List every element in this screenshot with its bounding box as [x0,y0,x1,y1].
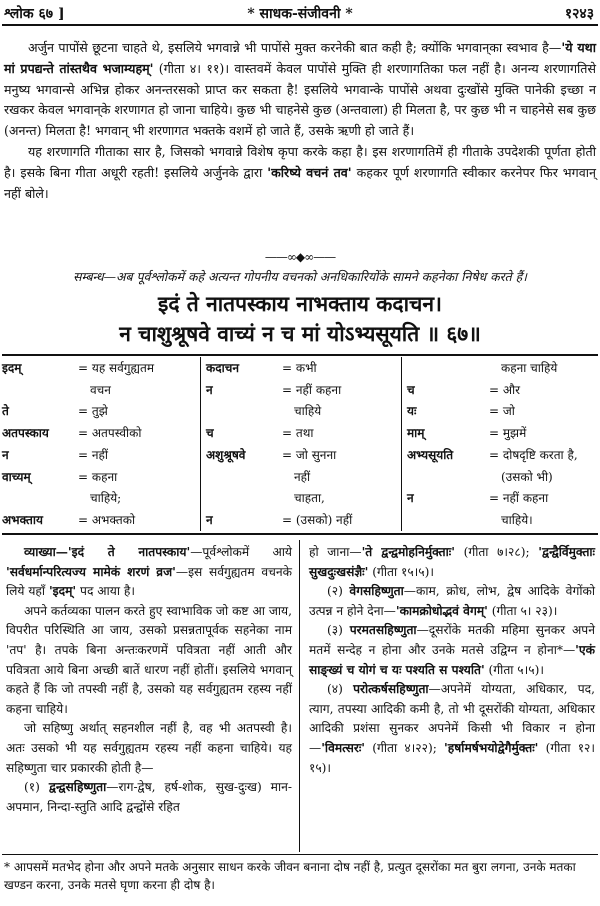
bold-quote: वेगसहिष्णुता [349,584,404,599]
word-meaning: = कहना [78,469,118,484]
sanskrit-word: अभ्यसूयति [407,447,454,462]
sanskrit-word: ते [2,404,9,419]
word-meaning: = जो [489,404,515,419]
text-run: (गीता ५। २३)। [487,603,558,618]
sanskrit-word: वाच्यम् [2,469,31,484]
text-run: अपने कर्तव्यका पालन करते हुए स्वाभाविक जो कष्ट आ जाय, विपरीत परिस्थिति आ जाय, उसको प्रसन्नतापूर्वक सहनेका नाम 'तप' है। तपके बिना अन्तःकरणमें पवित्रता नहीं आती और पवित्रता आये बिना अच्छी बातें धारण नहीं होतीं। इसलिये भगवान् कहते हैं कि जो तपस्वी नहीं है, उसको यह सर्वगुह्यतम रहस्य नहीं कहना चाहिये। [6,603,292,716]
sanskrit-word: माम् [407,426,425,441]
word-meaning: = तथा [282,426,314,441]
text-run: (गीता ४। ११)। वास्तवमें केवल पापोंसे मुक्ति ही शरणागतिका फल नहीं है। अनन्य शरणागतिसे मनुष्य भगवान्से अभिन्न होकर अनन्तरसको प्राप्त कर सकता है! इसलिये भगवान्के पापोंसे अथवा दुःखोंसे मुक्ति पानेकी इच्छा न रखकर केवल भगवान्‌के शरणागत हो जाना चाहिये। कुछ भी चाहनेसे कुछ (अन्तवाला) ही मिलता है, पर कुछ भी न चाहनेसे सब कुछ (अनन्त) मिलता है! भगवान् भी शरणागत भक्तके वशमें हो जाते हैं, उसके ऋणी हो जाते हैं। [4,60,597,139]
text-run: जो सहिष्णु अर्थात् सहनशील नहीं है, वह भी अतपस्वी है। अतः उसको भी यह सर्वगुह्यतम रहस्य नहीं कहना चाहिये। यह सहिष्णुता चार प्रकारकी होती है— [6,721,292,775]
bold-quote: 'ते द्वन्द्वमोहनिर्मुक्ताः' [361,545,455,559]
text-run: अर्जुन पापोंसे छूटना चाहते थे, इसलिये भगवान्ने भी पापोंसे मुक्त करनेकी बात कही है; क्योंकि भगवान्‌का स्वभाव है— [28,40,562,55]
sanskrit-word: यः [407,404,417,419]
intro-paragraph [4,38,596,142]
word-meaning: = तुझे [78,404,108,419]
word-meaning-table [0,357,600,531]
running-header [0,2,600,24]
word-meaning: = नहीं [78,447,109,462]
text-run: (गीता ५।५)। [484,662,544,677]
table-top-rule [2,354,598,356]
word-meaning: (उसको भी) [501,469,553,484]
sanskrit-word: कदाचन [206,361,239,375]
bold-quote: परमतसहिष्णुता [349,623,417,638]
text-run: —राग-द्वेष, हर्ष-शोक, सुख-दुःख) मान-अपमान, निन्दा-स्तुति आदि द्वन्द्वोंसे रहित [6,780,292,814]
commentary-paragraph [6,719,292,778]
text-run: —दूसरोंके मतकी महिमा सुनकर अपने मतमें सन्देह न होना और उनके मतसे उद्विग्न न होना*— [309,623,595,657]
bold-quote: 'एकं साङ्ख्यं च योगं च यः पश्यति स पश्यति' [309,642,595,677]
text-run: यह शरणागति गीताका सार है, जिसको भगवान्ने विशेष कृपा करके कहा है। इस शरणागतिमें ही गीताके उपदेशकी पूर्णता होती है। इसके बिना गीता अधूरी रहती! इसलिये अर्जुनके द्वारा [4,143,596,180]
word-meaning: नहीं [294,469,311,484]
commentary-paragraph [309,582,595,621]
text-run: पद आया है। [76,584,135,599]
text-run: (२) [327,584,350,599]
shloka-number: श्लोक ६७ ] [4,6,65,22]
word-meaning: वचन [90,382,111,397]
word-meaning: = नहीं कहना [282,382,342,397]
book-title: * साधक-संजीवनी * [247,6,353,22]
text-run: कहकर पूर्ण शरणागति स्वीकार करनेपर फिर भगवान् नहीं बोले। [4,164,596,201]
word-meaning: चाहिये; [90,491,122,506]
text-run: —अपनेमें योग्यता, अधिकार, पद, त्याग, तपस्या आदिकी कमी है, तो भी दूसरोंकी योग्यता, अधिकार आदिकी प्रशंसा सुनकर अपनेमें किसी भी विकार न होना— [309,682,595,755]
sambandh-note: सम्बन्ध—अब पूर्वश्लोकमें कहे अत्यन्त गोपनीय वचनको अनधिकारियोंके सामने कहनेका निषेध करते हैं। [73,269,527,284]
text-run: (गीता ४।२२); [365,740,445,755]
word-meaning: = अतपस्वीको [78,426,142,441]
commentary-paragraph [6,543,292,602]
text-run: (गीता १२। १५)। [309,740,595,775]
sanskrit-word: न [2,447,9,462]
sanskrit-word: अशुश्रूषवे [206,447,246,462]
bold-quote: 'करिष्ये वचनं तव' [267,164,352,180]
bold-quote: 'द्वन्द्वैर्विमुक्ताः सुखदुःखसंज्ञैः' [309,545,596,579]
text-run: —पूर्वश्लोकमें आये [190,545,292,559]
word-meaning: = (उसको) नहीं [282,512,353,527]
text-run: हो जाना— [309,545,362,559]
sanskrit-word: न [407,491,414,506]
text-run: (४) [327,682,354,697]
sanskrit-word: च [407,382,415,397]
page-number: १२४३ [564,6,594,22]
word-meaning: = नहीं कहना [489,491,549,506]
text-run: (३) [327,623,350,638]
word-meaning: चाहता, [294,491,325,506]
bold-quote: 'कामक्रोधोद्भवं वेगम्' [395,603,488,618]
intro-paragraph [4,142,596,204]
sanskrit-word: इदम् [2,361,22,375]
text-run: (१) [24,780,49,795]
sanskrit-word: न [206,382,213,397]
commentary-paragraph [309,680,595,778]
commentary-paragraph [309,543,595,582]
bold-quote: 'विमत्सरः' [321,740,366,755]
word-meaning: = कभी [282,361,317,375]
word-meaning: = दोषदृष्टि करता है, [489,447,578,462]
bold-quote: 'सर्वधर्मान्परित्यज्य मामेकं शरणं व्रज' [6,564,176,579]
header-rule [2,24,598,26]
column-divider [299,540,300,852]
sanskrit-word: च [206,426,214,441]
commentary-left-column [6,543,292,817]
text-run: —काम, क्रोध, लोभ, द्वेष आदिके वेगोंको उत्पन्न न होने देना— [309,584,595,618]
commentary-paragraph [6,602,292,720]
text-run: —इस सर्वगुह्यतम वचनके लिये यहाँ [6,564,292,599]
sanskrit-word: अतपस्काय [2,426,49,441]
verse-line-1: इदं ते नातपस्काय नाभक्ताय कदाचन। [158,291,442,316]
commentary-paragraph [309,621,595,680]
word-meaning: = यह सर्वगुह्यतम [78,361,155,375]
word-meaning: = जो सुनना [282,447,337,462]
bold-quote: द्वन्द्वसहिष्णुता [48,780,107,795]
word-meaning: = मुझमें [489,426,527,441]
table-bottom-rule [2,533,598,535]
intro-text [4,38,596,204]
word-meaning: चाहिये [294,404,322,419]
word-meaning: = और [489,382,521,397]
word-meaning: कहना चाहिये [501,361,558,375]
verse-line-2: न चाशुश्रूषवे वाच्यं न च मां योऽभ्यसूयति ॥ ६७॥ [119,321,481,346]
word-meaning: = अभक्तको [78,512,136,527]
footnote: * आपसमें मतभेद होना और अपने मतके अनुसार साधन करके जीवन बनाना दोष नहीं है, प्रत्युत दूसरोंका मत बुरा लगना, उनके मतका खण्डन करना, उनके मतसे घृणा करना ही दोष है। [4,860,576,892]
word-meaning: चाहिये। [501,512,533,527]
sanskrit-word: न [206,512,213,527]
text-run: (गीता १५।५)। [368,564,434,579]
bold-quote: परोत्कर्षसहिष्णुता [353,682,429,697]
sanskrit-word: अभक्ताय [2,512,43,527]
bold-quote: 'हर्षामर्षभयोद्वेगैर्मुक्तः' [444,740,539,755]
footnote-rule [2,854,598,855]
bold-quote: 'इदम्' [48,584,77,599]
text-run: (गीता ७।२८); [454,545,539,559]
commentary-paragraph [6,778,292,817]
section-ornament: ——∞◆∞—— [264,250,336,264]
commentary-right-column [309,543,595,778]
bold-quote: 'ये यथा मां प्रपद्यन्ते तांस्तथैव भजाम्यहम्' [4,40,596,76]
bold-quote: व्याख्या—'इदं ते नातपस्काय' [24,545,191,559]
